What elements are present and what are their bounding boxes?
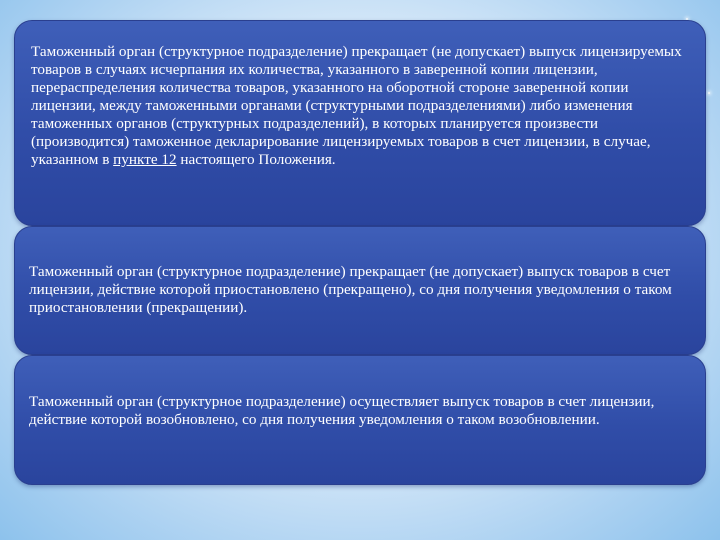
point-12-link[interactable]: пункте 12 [113, 151, 177, 168]
panel-2-paragraph: Таможенный орган (структурное подразделение) прекращает (не допускает) выпуск товаров в счет лицензии, действие которой приостановлено (прекращено), со дня получения уведомления о таком приостановлении (прекращении). [29, 263, 672, 316]
panel-1-text: Таможенный орган (структурное подразделение) прекращает (не допускает) выпуск лицензируемых товаров в случаях исчерпания их количества, указанного в заверенной копии лицензии, перераспределения количества товаров, указанного на оборотной стороне заверенной копии лицензии, между таможенными органами (структурными подразделениями) либо изменения таможенных органов (структурных подразделений), в которых планируется произвести (производится) таможенное декларирование лицензируемых товаров в счет лицензии, в случае, указанном в [31, 43, 682, 168]
text-panel-1 [14, 20, 706, 226]
panel-3-paragraph: Таможенный орган (структурное подразделение) осуществляет выпуск товаров в счет лицензии, действие которой возобновлено, со дня получения уведомления о таком возобновлении. [29, 393, 655, 428]
text-panel-3 [14, 355, 706, 485]
panel-1-text-end: настоящего Положения. [176, 151, 336, 168]
text-panel-2 [14, 226, 706, 355]
panel-1-paragraph [31, 43, 691, 169]
sparkle-decoration [708, 92, 710, 94]
